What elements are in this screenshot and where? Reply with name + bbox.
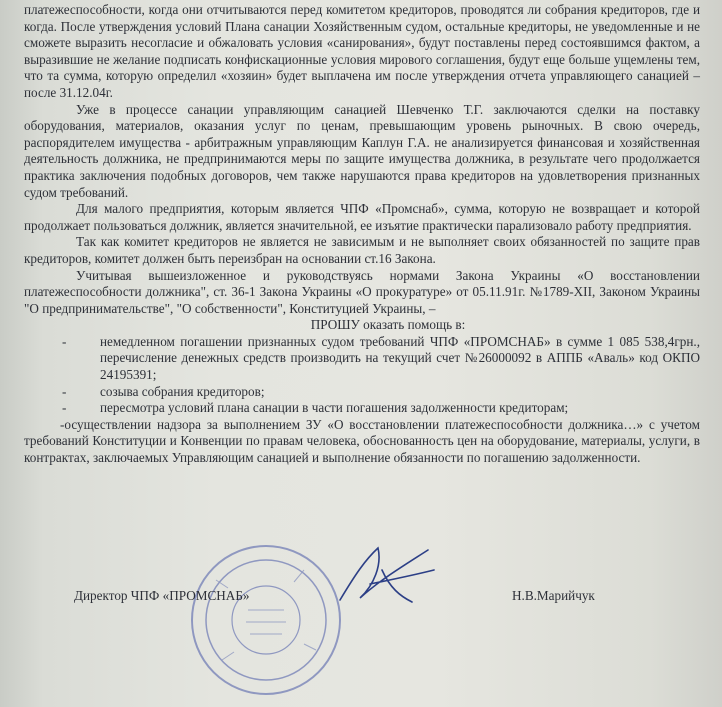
request-item-2: - созыва собрания кредиторов;: [24, 384, 700, 401]
request-item-3: - пересмотра условий плана санации в части погашения задолженности кредиторам;: [24, 400, 700, 417]
request-title: ПРОШУ оказать помощь в:: [310, 317, 466, 333]
paragraph-1: платежеспособности, когда они отчитываются перед комитетом кредиторов, проводятся ли собрания кредиторов, где и когда. После утверждения условий Плана санации Хозяйственным судом, остальные кредиторы, не уведомленные и не сможете выразить несогласие и обжаловать условия «санирования», будут поставлены перед состоявшимся фактом, а выразившие не желание подписать конфискационные условия мирового соглашения, будут еще больше ущемлены тем, что та сумма, которую определил «хозяин» будет выплачена им после утверждения отчета управляющего санацией – после 31.12.04г.: [24, 2, 700, 100]
request-item-1: - немедленном погашении признанных судом требований ЧПФ «ПРОМСНАБ» в сумме 1 085 538,4грн., перечисление денежных средств производить на текущий счет №26000092 в АППБ «Аваль» код ОКПО 24195391;: [24, 334, 700, 384]
handwritten-signature: [330, 540, 440, 610]
request-item-4: -осуществлении надзора за выполнением ЗУ «О восстановлении платежеспособности должника…» с учетом требований Конституции и Конвенции по правам человека, обоснованность цен на оборудование, материалы, услуги, в контрактах, заключаемых Управляющим санацией и выполнение обязанности по погашению задолженности.: [24, 416, 700, 466]
paragraph-2: Уже в процессе санации управляющим санацией Шевченко Т.Г. заключаются сделки на поставку оборудования, материалов, оказания услуг по ценам, превышающим уровень рыночных. В свою очередь, распорядителем имущества - арбитражным управляющим Каплун Г.А. не анализируется финансовая и хозяйственная деятельность должника, не предпринимаются меры по защите имущества должника, в результате чего продолжается практика заключения подобных договоров, чем также нарушаются права кредиторов на удовлетворения признанных судом требований.: [24, 101, 700, 200]
paragraph-3: Для малого предприятия, которым является ЧПФ «Промснаб», сумма, которую не возвращает и которой продолжает пользоваться должник, является значительной, ее изъятие практически парализовало работу предприятия.: [24, 201, 700, 233]
request-list: [24, 334, 700, 417]
round-stamp: [186, 540, 346, 700]
paragraph-4: Так как комитет кредиторов не является не зависимым и не выполняет своих обязанностей по защите прав кредиторов, комитет должен быть переизбран на основании ст.16 Закона.: [24, 234, 700, 266]
letter-body: [24, 2, 700, 467]
paragraph-5: Учитывая вышеизложенное и руководствуясь нормами Закона Украины «О восстановлении платежеспособности должника", ст. 36-1 Закона Украины «О прокуратуре» от 05.11.91г. №1789-XII, Законом Украины "О предпринимательстве", "О собственности", Конституцией Украины, –: [24, 267, 700, 316]
director-title: Директор ЧПФ «ПРОМСНАБ»: [74, 588, 250, 603]
director-name: Н.В.Марийчук: [512, 588, 595, 603]
